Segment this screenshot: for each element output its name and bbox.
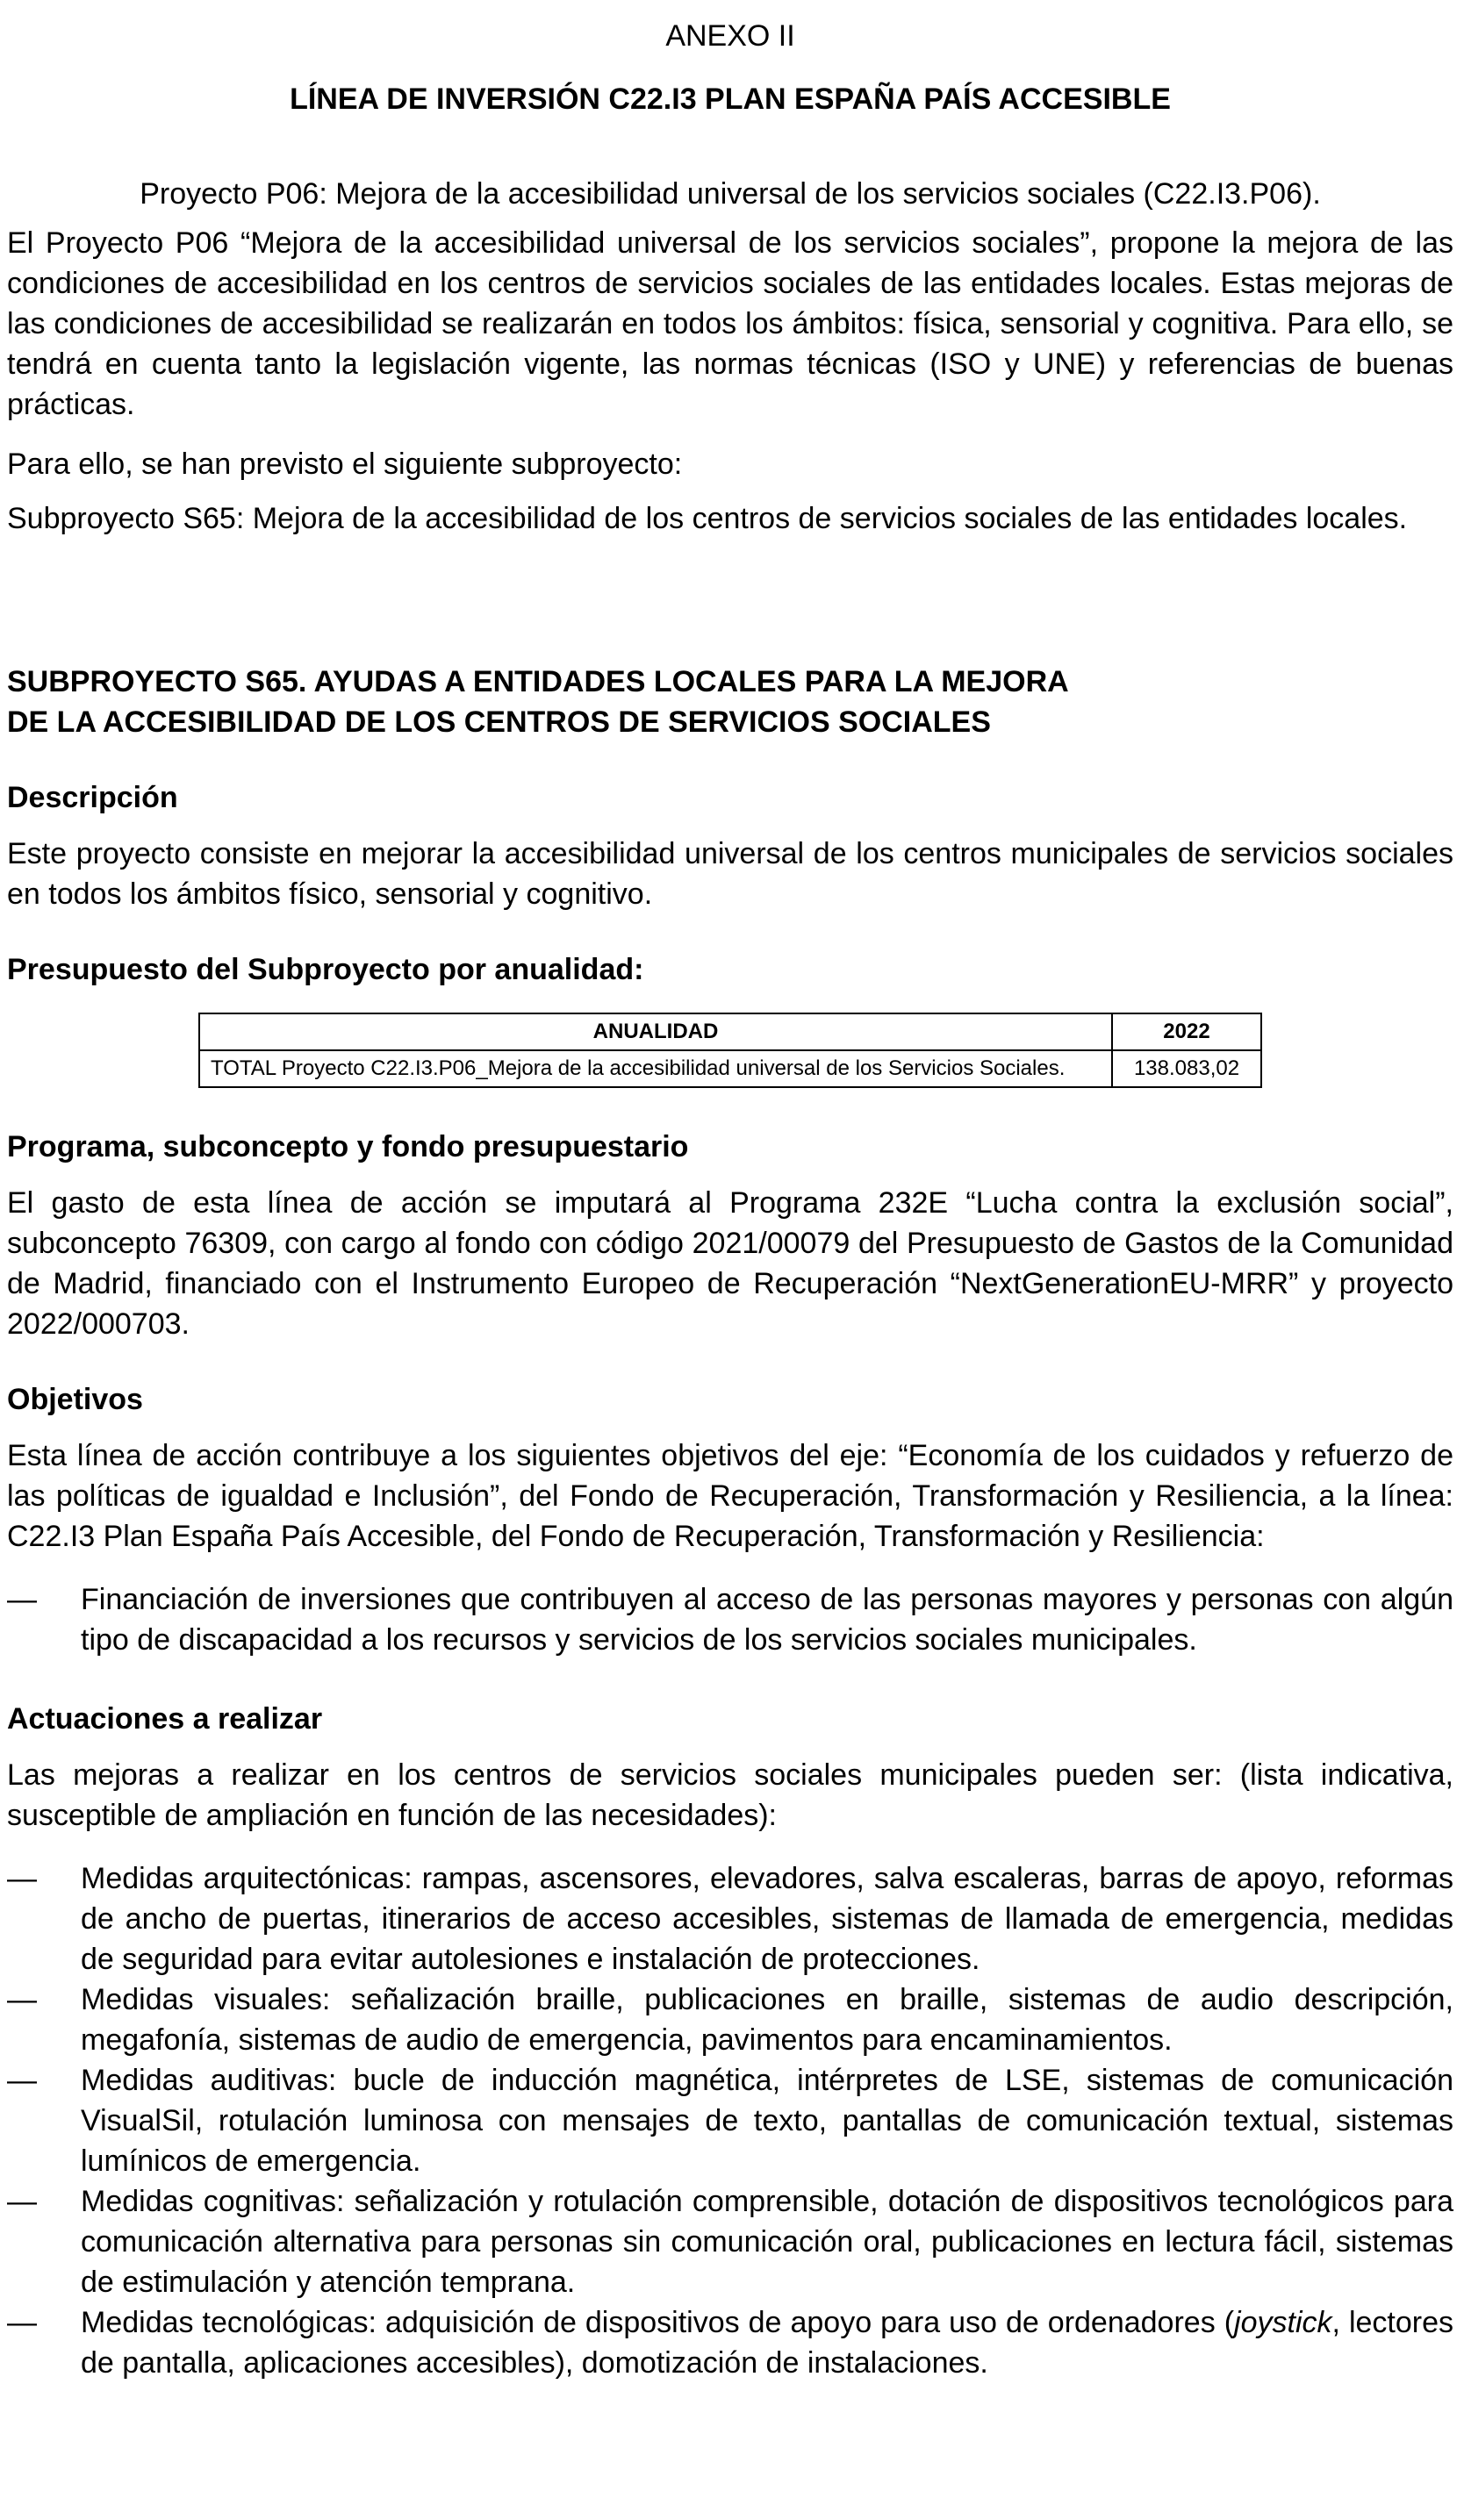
presupuesto-heading: Presupuesto del Subproyecto por anualidad: xyxy=(7,953,644,986)
list-item-text-pre: Medidas tecnológicas: adquisición de dispositivos de apoyo para uso de ordenadores ( xyxy=(81,2306,1235,2339)
list-item-text-italic: joystick xyxy=(1234,2306,1332,2339)
actuaciones-list-item xyxy=(7,1979,1453,2060)
dash-marker: — xyxy=(7,1583,37,1616)
list-item-text: Medidas cognitivas: señalización y rotulación comprensible, dotación de dispositivos tecnológicos para comunicación alternativa para personas sin comunicación oral, publicaciones en lectura fácil, sistemas de estimulación y atención temprana. xyxy=(81,2185,1453,2299)
objetivos-heading: Objetivos xyxy=(7,1383,143,1416)
list-item-text: Financiación de inversiones que contribuyen al acceso de las personas mayores y personas con algún tipo de discapacidad a los recursos y servicios de los servicios sociales municipales. xyxy=(81,1583,1453,1657)
actuaciones-list-item xyxy=(7,2060,1453,2181)
budget-table-head xyxy=(199,1013,1261,1050)
actuaciones-text: Las mejoras a realizar en los centros de servicios sociales municipales pueden ser: (lista indicativa, susceptible de ampliación en función de las necesidades): xyxy=(7,1758,1453,1832)
table-row xyxy=(199,1050,1261,1087)
project-description-paragraph: El Proyecto P06 “Mejora de la accesibilidad universal de los servicios sociales”, propone la mejora de las condiciones de accesibilidad en los centros de servicios sociales de las entidades locales. Estas mejoras de las condiciones de accesibilidad se realizarán en todos los ámbitos: física, sensorial y cognitiva. Para ello, se tendrá en cuenta tanto la legislación vigente, las normas técnicas (ISO y UNE) y referencias de buenas prácticas. xyxy=(7,226,1453,421)
actuaciones-list-item xyxy=(7,1858,1453,1979)
dash-marker: — xyxy=(7,2185,37,2218)
project-p06-line: Proyecto P06: Mejora de la accesibilidad universal de los servicios sociales (C22.I3.P06). xyxy=(140,177,1321,211)
list-item-text: Medidas auditivas: bucle de inducción magnética, intérpretes de LSE, sistemas de comunicación VisualSil, rotulación luminosa con mensajes de texto, pantallas de comunicación textual, sistemas lumínicos de emergencia. xyxy=(81,2064,1453,2178)
list-item-text-post: , lectores de pantalla, aplicaciones accesibles), domotización de instalaciones. xyxy=(81,2306,1453,2380)
dash-marker: — xyxy=(7,2306,37,2339)
subproject-s65-line: Subproyecto S65: Mejora de la accesibilidad de los centros de servicios sociales de las entidades locales. xyxy=(7,502,1408,535)
list-item-text: Medidas arquitectónicas: rampas, ascensores, elevadores, salva escaleras, barras de apoyo, reformas de ancho de puertas, itinerarios de acceso accesibles, sistemas de llamada de emergencia, medidas de seguridad para evitar autolesiones e instalación de protecciones. xyxy=(81,1862,1453,1976)
dash-marker: — xyxy=(7,1983,37,2016)
list-item-text xyxy=(81,2302,1453,2383)
subproject-heading: SUBPROYECTO S65. AYUDAS A ENTIDADES LOCALES PARA LA MEJORA DE LA ACCESIBILIDAD DE LOS CENTROS DE SERVICIOS SOCIALES xyxy=(7,665,1068,739)
programa-text: El gasto de esta línea de acción se imputará al Programa 232E “Lucha contra la exclusión social”, subconcepto 76309, con cargo al fondo con código 2021/00079 del Presupuesto de Gastos de la Comunidad de Madrid, financiado con el Instrumento Europeo de Recuperación “NextGenerationEU-MRR” y proyecto 2022/000703. xyxy=(7,1186,1453,1341)
objetivos-text: Esta línea de acción contribuye a los siguientes objetivos del eje: “Economía de los cuidados y refuerzo de las políticas de igualdad e Inclusión”, del Fondo de Recuperación, Transformación y Resiliencia, a la línea: C22.I3 Plan España País Accesible, del Fondo de Recuperación, Transformación y Resiliencia: xyxy=(7,1439,1453,1553)
annex-title: ANEXO II xyxy=(665,19,795,53)
programa-heading: Programa, subconcepto y fondo presupuestario xyxy=(7,1130,689,1163)
budget-total-label: TOTAL Proyecto C22.I3.P06_Mejora de la accesibilidad universal de los Servicios Sociales. xyxy=(199,1050,1112,1087)
list-item-text: Medidas visuales: señalización braille, publicaciones en braille, sistemas de audio descripción, megafonía, sistemas de audio de emergencia, pavimentos para encaminamientos. xyxy=(81,1983,1453,2057)
dash-marker: — xyxy=(7,2064,37,2097)
actuaciones-list-item xyxy=(7,2181,1453,2302)
objetivos-list-item xyxy=(7,1579,1453,1660)
descripcion-text: Este proyecto consiste en mejorar la accesibilidad universal de los centros municipales de servicios sociales en todos los ámbitos físico, sensorial y cognitivo. xyxy=(7,837,1453,911)
foreseen-subproject-line: Para ello, se han previsto el siguiente subproyecto: xyxy=(7,447,683,481)
actuaciones-heading: Actuaciones a realizar xyxy=(7,1702,323,1736)
budget-table-header-2022: 2022 xyxy=(1112,1013,1261,1050)
budget-table-body xyxy=(199,1050,1261,1087)
investment-line-title: LÍNEA DE INVERSIÓN C22.I3 PLAN ESPAÑA PAÍS ACCESIBLE xyxy=(290,82,1171,116)
descripcion-heading: Descripción xyxy=(7,781,178,814)
budget-table-header-anualidad: ANUALIDAD xyxy=(199,1013,1112,1050)
dash-marker: — xyxy=(7,1862,37,1895)
budget-table xyxy=(198,1013,1262,1088)
budget-total-value: 138.083,02 xyxy=(1112,1050,1261,1087)
budget-table-header-row xyxy=(199,1013,1261,1050)
actuaciones-list-item xyxy=(7,2302,1453,2383)
